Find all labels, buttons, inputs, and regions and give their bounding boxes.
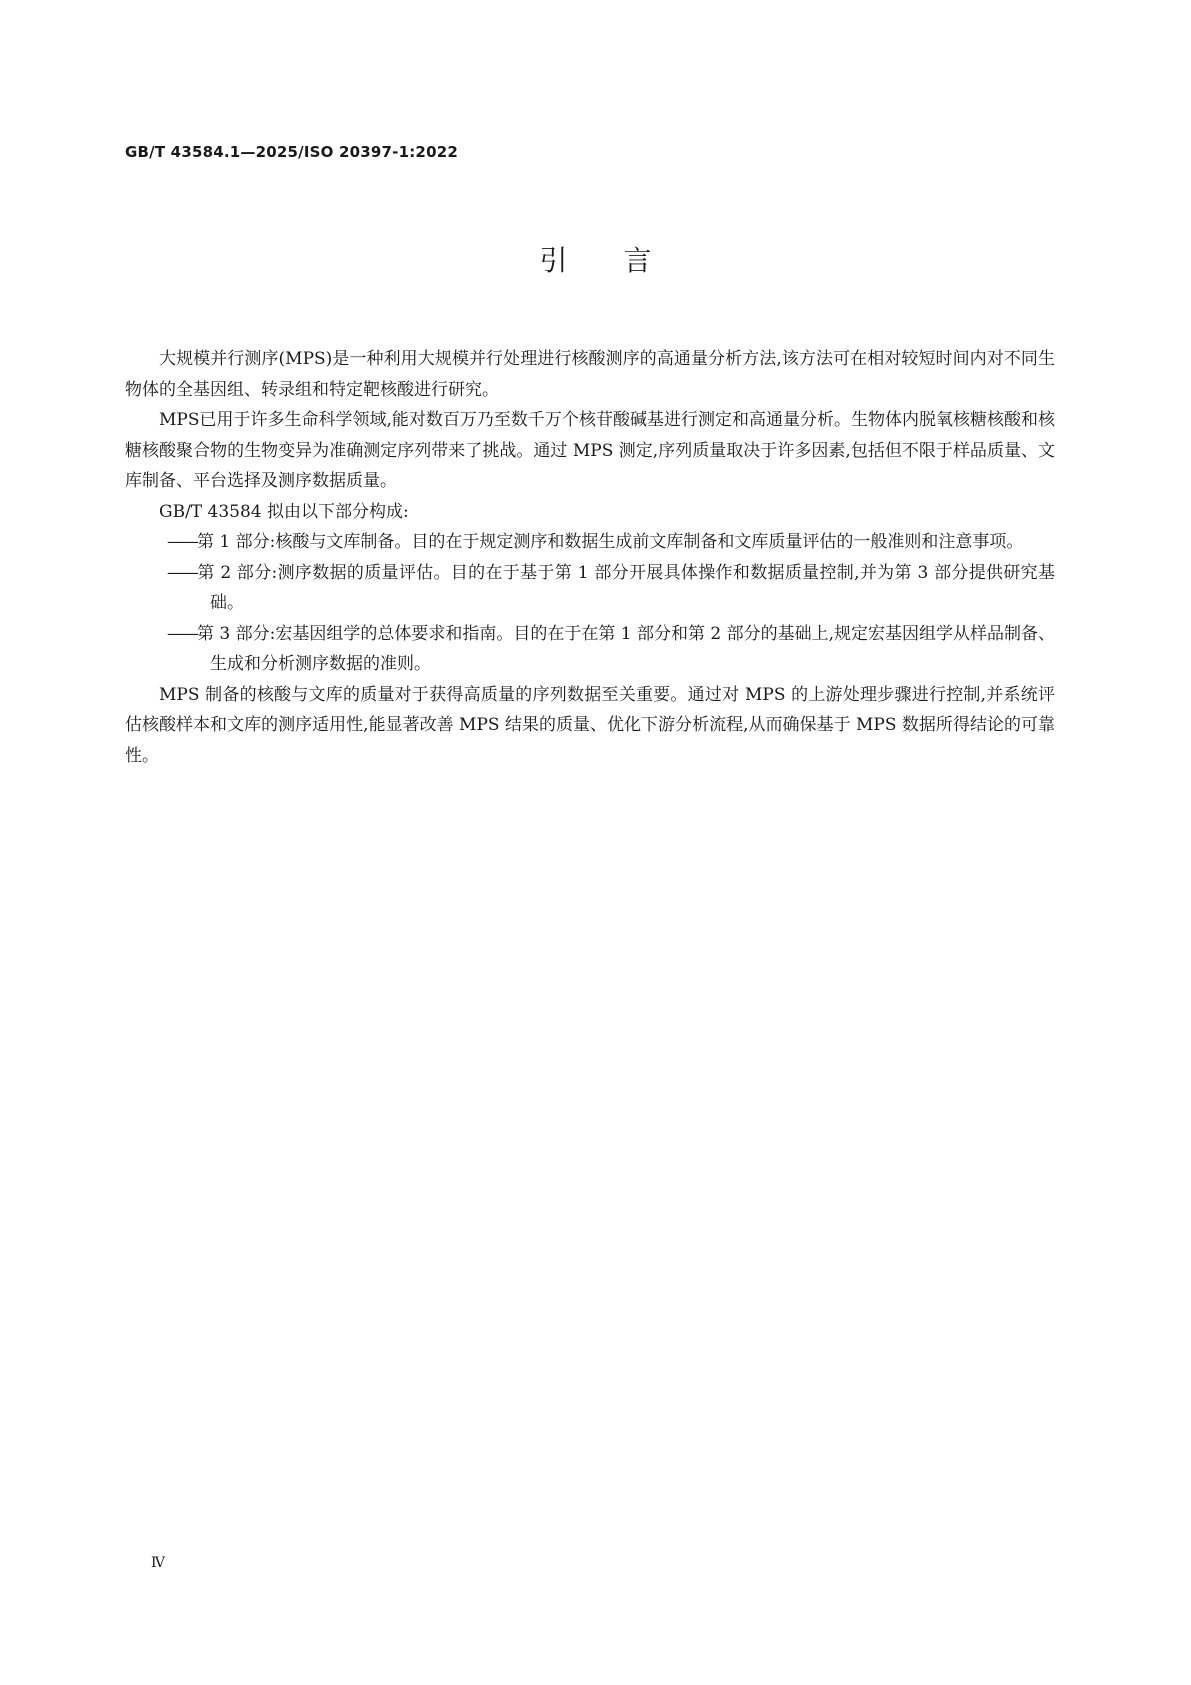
standard-number-header: GB/T 43584.1—2025/ISO 20397-1:2022 (125, 143, 458, 161)
dash-marker: —— (167, 623, 197, 644)
list-item-part-1 (125, 527, 1055, 558)
paragraph-applications: MPS已用于许多生命科学领域,能对数百万乃至数千万个核苷酸碱基进行测定和高通量分析。生物体内脱氧核糖核酸和核糖核酸聚合物的生物变异为准确测定序列带来了挑战。通过 MPS 测定,序列质量取决于许多因素,包括但不限于样品质量、文库制备、平台选择及测序数据质量。 (125, 410, 1055, 491)
dash-marker: —— (167, 562, 197, 583)
list-item-part-3 (125, 619, 1055, 680)
paragraph-closing: MPS 制备的核酸与文库的质量对于获得高质量的序列数据至关重要。通过对 MPS 的上游处理步骤进行控制,并系统评估核酸样本和文库的测序适用性,能显著改善 MPS 结果的质量、优化下游分析流程,从而确保基于 MPS 数据所得结论的可靠性。 (125, 684, 1055, 766)
list-item-part-2 (125, 558, 1055, 619)
list-item-text: 第 1 部分:核酸与文库制备。目的在于规定测序和数据生成前文库制备和文库质量评估的一般准则和注意事项。 (197, 532, 1024, 552)
paragraph-parts-lead: GB/T 43584 拟由以下部分构成: (159, 501, 409, 522)
page-number: Ⅳ (151, 1555, 165, 1571)
body-text (125, 344, 1055, 771)
paragraph-intro: 大规模并行测序(MPS)是一种利用大规模并行处理进行核酸测序的高通量分析方法,该方法可在相对较短时间内对不同生物体的全基因组、转录组和特定靶核酸进行研究。 (125, 349, 1055, 400)
dash-marker: —— (167, 532, 197, 552)
section-title: 引言 (539, 244, 708, 277)
list-item-text: 第 3 部分:宏基因组学的总体要求和指南。目的在于在第 1 部分和第 2 部分的基础上,规定宏基因组学从样品制备、生成和分析测序数据的准则。 (197, 623, 1055, 674)
list-item-text: 第 2 部分:测序数据的质量评估。目的在于基于第 1 部分开展具体操作和数据质量控制,并为第 3 部分提供研究基础。 (197, 562, 1055, 613)
